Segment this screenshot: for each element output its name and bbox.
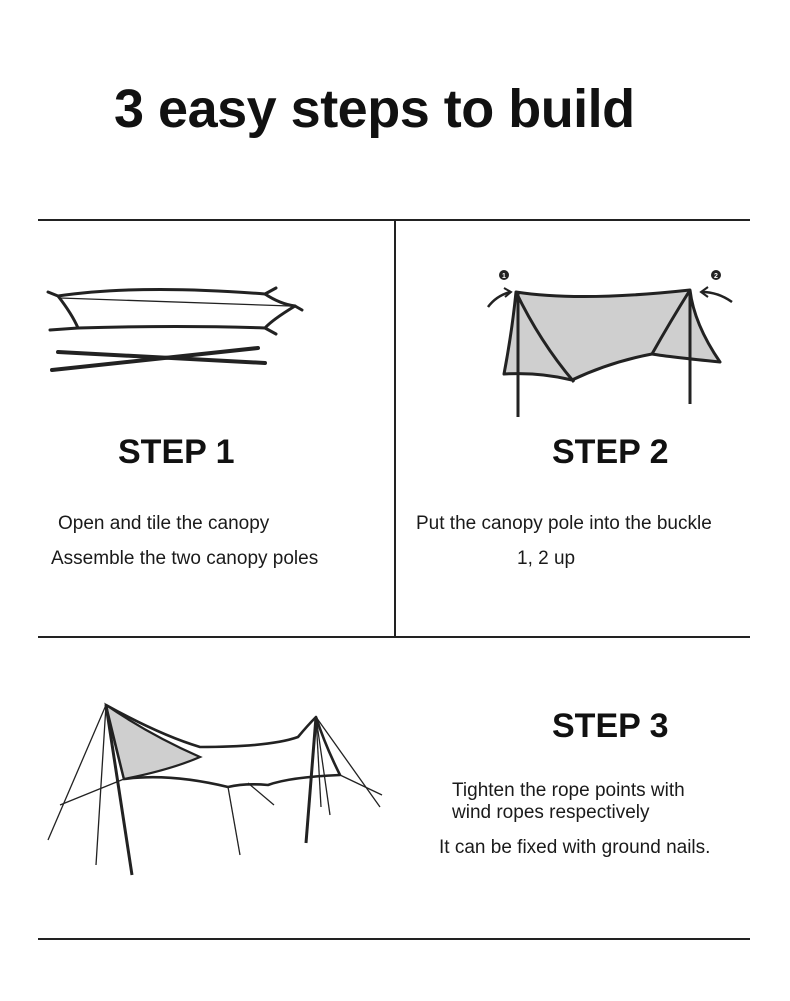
divider-bottom <box>38 938 750 940</box>
step-3-heading: STEP 3 <box>552 707 669 745</box>
divider-middle <box>38 636 750 638</box>
page-title: 3 easy steps to build <box>114 79 635 139</box>
step-1-line-2: Assemble the two canopy poles <box>51 548 319 569</box>
step-2-heading: STEP 2 <box>552 433 669 471</box>
step-1-heading: STEP 1 <box>118 433 235 471</box>
canopy-with-wind-ropes-icon <box>40 695 390 880</box>
divider-vertical <box>394 220 396 636</box>
step-3-line-1: Tighten the rope points with <box>452 780 685 801</box>
step-2-line-2: 1, 2 up <box>517 548 576 569</box>
step-2-line-1: Put the canopy pole into the buckle <box>416 513 712 534</box>
canopy-raised-on-poles-icon <box>480 262 750 422</box>
marker-2-label: 2 <box>714 273 718 280</box>
marker-1-label: 1 <box>502 273 506 280</box>
flat-canopy-and-poles-icon <box>40 270 320 385</box>
step-3-line-2: wind ropes respectively <box>452 802 650 823</box>
step-3-line-3: It can be fixed with ground nails. <box>439 837 711 858</box>
step-1-line-1: Open and tile the canopy <box>58 513 270 534</box>
